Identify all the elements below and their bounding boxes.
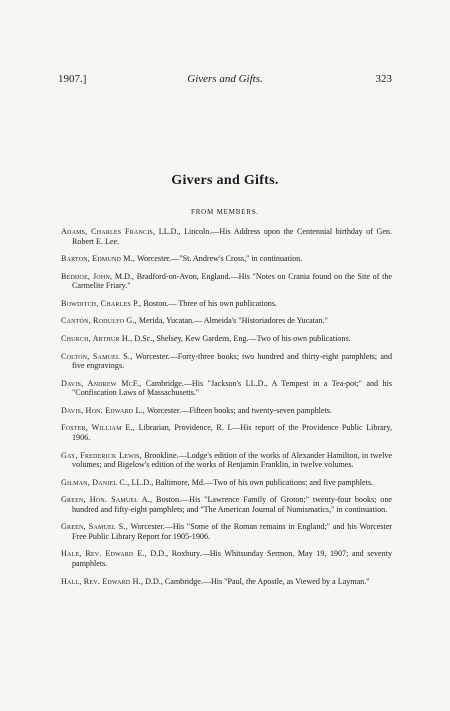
donor-name: Green, Hon. Samuel A., xyxy=(61,495,153,505)
header-title: Givers and Gifts. xyxy=(187,73,263,85)
donor-gift: Worcester.—His "Some of the Roman remains in England;" and his Worcester Free Public Library Report for 1905-1906. xyxy=(72,522,392,541)
donor-entry xyxy=(61,334,392,344)
donor-name: Davis, Andrew McF., xyxy=(61,378,142,388)
donor-name: Adams, Charles Francis, xyxy=(61,227,156,237)
donor-entry xyxy=(61,379,392,398)
donor-entry xyxy=(61,451,392,470)
donor-gift: Worcester.—"St. Andrew's Cross," in continuation. xyxy=(135,254,303,264)
donor-name: Hale, Rev. Edward E., xyxy=(61,549,147,559)
running-header xyxy=(58,73,392,89)
donor-name: Gilman, Daniel C., xyxy=(61,477,130,487)
donor-name: Foster, William E., xyxy=(61,423,136,433)
donor-gift: Boston.— Three of his own publications. xyxy=(141,298,278,308)
donor-gift: D.D., Cambridge.—His "Paul, the Apostle, as Viewed by a Layman." xyxy=(143,576,370,586)
donor-entry xyxy=(61,577,392,587)
donor-gift: Boston.—His "Lawrence Family of Groton;" twenty-four books; one hundred and fifty-eight pamphlets; and "The American Journal of Numismatics," in continuation. xyxy=(72,495,392,514)
donor-gift: Librarian, Providence, R. I.—His report of the Providence Public Library, 1906. xyxy=(72,423,392,442)
donor-name: Hall, Rev. Edward H., xyxy=(61,576,144,586)
donor-entry xyxy=(61,299,392,309)
donor-name: Beddoe, John, xyxy=(61,271,113,281)
donor-name: Bowditch, Charles P., xyxy=(61,298,142,308)
donor-gift: Worcester.—Forty-three books; two hundred and thirty-eight pamphlets; and five engravings. xyxy=(72,351,393,371)
donor-entry xyxy=(61,272,392,291)
donor-entry xyxy=(61,423,392,442)
donor-entry xyxy=(61,478,392,488)
donor-name: Colton, Samuel S., xyxy=(61,351,133,361)
section-subhead: FROM MEMBERS. xyxy=(191,208,259,216)
donor-gift: LL.D., Baltimore, Md.—Two of his own publications; and five pamphlets. xyxy=(129,477,374,487)
donor-gift: D.D., Roxbury.—His Whitsunday Sermon, May 19, 1907; and seventy pamphlets. xyxy=(72,549,392,568)
donor-name: Church, Arthur H., xyxy=(61,334,133,344)
header-year: 1907.] xyxy=(58,73,87,85)
section-title: Givers and Gifts. xyxy=(171,173,279,188)
donor-entry xyxy=(61,495,392,514)
donor-name: Barton, Edmund M., xyxy=(61,254,136,264)
donor-entry xyxy=(61,254,392,264)
donor-name: Cantón, Rodulfo G., xyxy=(61,316,137,326)
donor-entry xyxy=(61,522,392,541)
donor-entry xyxy=(61,352,392,371)
donor-gift: D.Sc., Shelsey, Kew Gardens, Eng.—Two of his own publications. xyxy=(132,334,351,344)
donor-gift: Worcester.—Fifteen books; and twenty-seven pamphlets. xyxy=(145,405,332,415)
donor-name: Gay, Frederick Lewis, xyxy=(61,450,142,460)
page-number: 323 xyxy=(375,73,392,85)
donor-entry xyxy=(61,549,392,568)
donor-gift: Merida, Yucatan.— Almeida's "Historiadores de Yucatan." xyxy=(136,316,328,326)
donor-name: Davis, Hon. Edward L., xyxy=(61,405,146,415)
donor-entry xyxy=(61,406,392,416)
donor-gift: Brookline.—Lodge's edition of the works of Alexander Hamilton, in twelve volumes; and Bigelow's edition of the works of Benjamin Franklin, in twelve volumes. xyxy=(72,450,392,470)
donor-name: Green, Samuel S., xyxy=(61,522,128,532)
donor-list xyxy=(61,219,392,590)
donor-gift: LL.D., Lincoln.—His Address upon the Centennial birthday of Gen. Robert E. Lee. xyxy=(72,227,392,246)
donor-entry xyxy=(61,227,392,246)
donor-entry xyxy=(61,316,392,326)
donor-gift: Cambridge.—His "Jackson's LL.D., A Tempest in a Tea-pot;" and his "Confiscation Laws of Massachusetts." xyxy=(72,378,392,398)
donor-gift: M.D., Bradford-on-Avon, England.—His "Notes on Crania found on the Site of the Carmelite Friary." xyxy=(72,271,392,291)
